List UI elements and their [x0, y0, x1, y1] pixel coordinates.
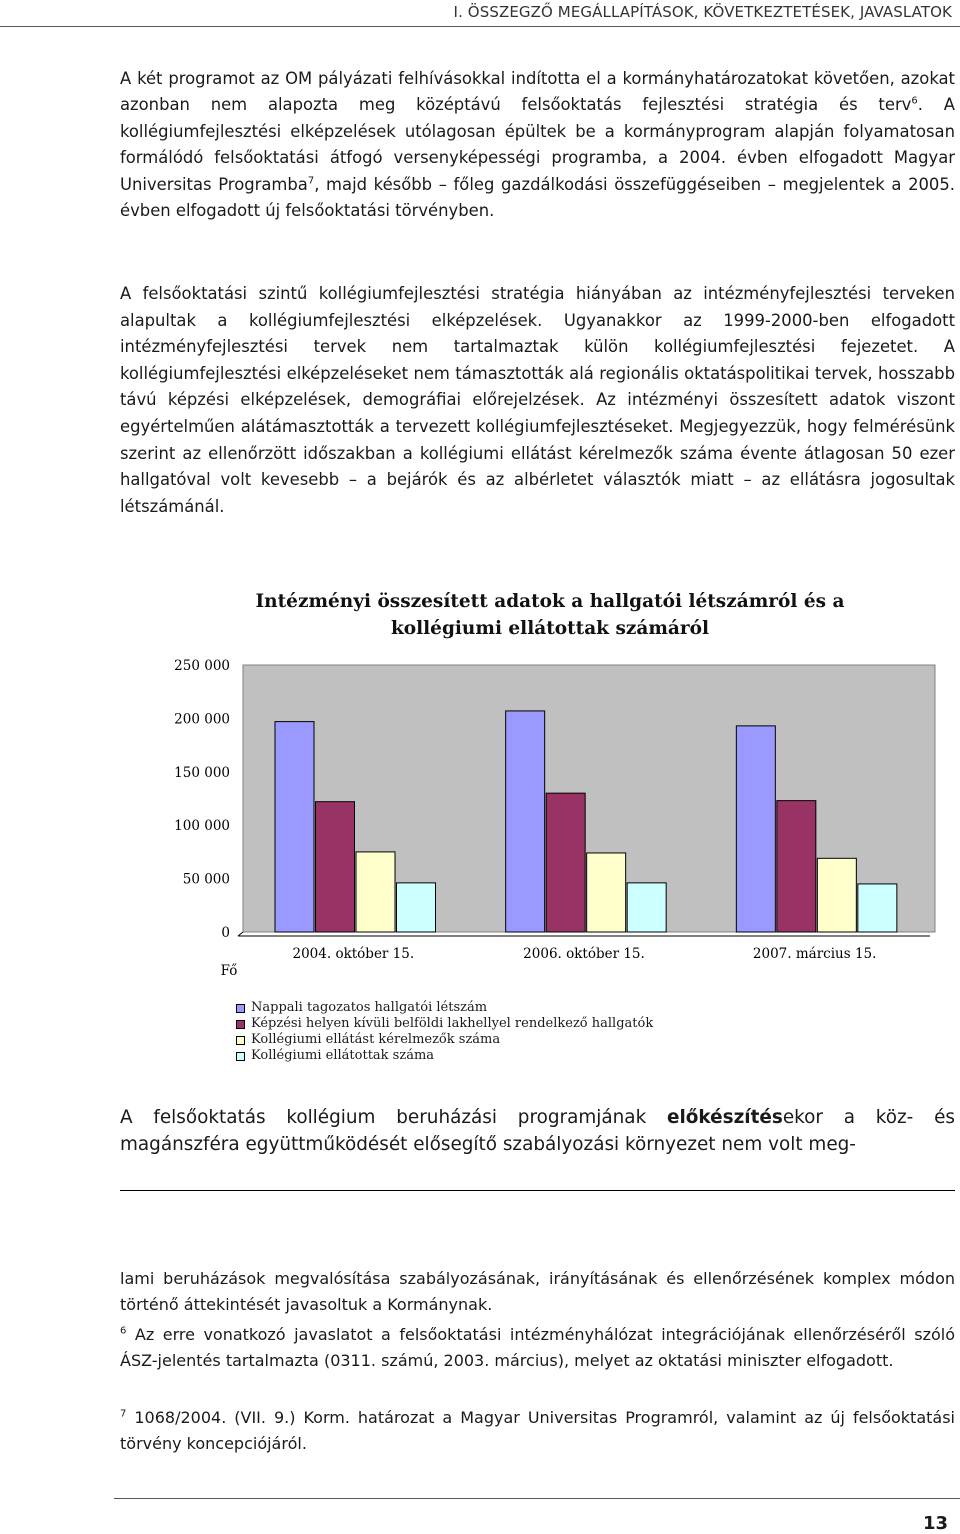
bar: [736, 726, 775, 932]
bar: [316, 802, 355, 932]
legend-label: Képzési helyen kívüli belföldi lakhellyel rendelkező hallgatók: [251, 1016, 654, 1031]
legend-label: Kollégiumi ellátást kérelmezők száma: [251, 1032, 501, 1047]
chart-legend: [236, 1000, 653, 1064]
paragraph-4: lami beruházások megvalósítása szabályozásának, irányításának és ellenőrzésének komplex módon történő áttekintését javasoltuk a Kormánynak.: [120, 1269, 955, 1314]
legend-label: Nappali tagozatos hallgatói létszám: [251, 1000, 488, 1015]
axis-corner: [238, 932, 243, 936]
footnote-6: [120, 1322, 955, 1373]
chart-title: Intézményi összesített adatok a hallgatói létszámról és a kollégiumi ellátottak számáról: [255, 591, 845, 639]
footnote-7: [120, 1405, 955, 1456]
bar: [397, 883, 436, 932]
x-tick-label: 2007. március 15.: [752, 946, 877, 962]
bar: [627, 883, 666, 932]
paragraph-3-bold: előkészítés: [667, 1107, 783, 1128]
footnote-ref-7[interactable]: 7: [307, 175, 315, 187]
paragraph-3-part-a: A felsőoktatás kollégium beruházási programjának: [120, 1107, 668, 1128]
footer-rule: [114, 1498, 960, 1499]
header-rule: [0, 26, 960, 27]
paragraph-3-part-b: ekor a köz- és magánszféra együttműködését elősegítő szabályozási környezet nem volt meg-: [120, 1107, 955, 1155]
footnote-ref-6[interactable]: 6: [911, 95, 918, 107]
legend-item: [236, 1032, 653, 1048]
bar: [858, 884, 897, 932]
legend-swatch: [236, 1020, 245, 1029]
footnote-mark: 6: [120, 1325, 127, 1337]
legend-item: [236, 1016, 653, 1032]
page-number: 13: [922, 1513, 948, 1534]
page-break-rule: [120, 1190, 955, 1191]
x-tick-label: 2006. október 15.: [523, 946, 645, 962]
y-tick-label: 200 000: [174, 711, 230, 728]
bar: [506, 711, 545, 932]
y-tick-label: 250 000: [174, 658, 230, 674]
footnote-mark: 7: [120, 1408, 127, 1420]
legend-swatch: [236, 1036, 245, 1045]
legend-item: [236, 1048, 653, 1064]
bar: [817, 858, 856, 932]
bar-chart: [0, 580, 960, 990]
footnote-text: 1068/2004. (VII. 9.) Korm. határozat a Magyar Universitas Programról, valamint az új felsőoktatási törvény koncepciójáról.: [120, 1408, 955, 1453]
footnote-text: Az erre vonatkozó javaslatot a felsőoktatási intézményhálózat integrációjának ellenőrzéséről szóló ÁSZ-jelentés tartalmazta (0311. számú, 2003. március), melyet az oktatási miniszter elfogadott.: [120, 1325, 956, 1370]
y-axis-label: Fő: [220, 963, 238, 979]
legend-swatch: [236, 1052, 245, 1061]
paragraph-2: A felsőoktatási szintű kollégiumfejlesztési stratégia hiányában az intézményfejlesztési terveken alapultak a kollégiumfejlesztési elképzelések. Ugyanakkor az 1999-2000-ben elfogadott intézményfejlesztési tervek nem tartalmaztak külön kollégiumfejlesztési fejezetet. A kollégiumfejlesztési elképzeléseket nem támasztották alá regionális oktatáspolitikai tervek, hosszabb távú képzési elképzelések, demográfiai előrejelzések. Az intézményi összesített adatok viszont egyértelműen alátámasztották a tervezett kollégiumfejlesztéseket. Megjegyezzük, hogy felmérésünk szerint az ellenőrzött időszakban a kollégiumi ellátást kérelmezők száma évente átlagosan 50 ezer hallgatóval volt kevesebb – a bejárók és az albérletet választók miatt – az ellátásra jogosultak létszámánál.: [120, 284, 955, 516]
paragraph-1: [120, 66, 955, 224]
paragraph-1-part-c: , majd később – főleg gazdálkodási összefüggéseiben – megjelentek a 2005. évben elfogadott új felsőoktatási törvényben.: [120, 174, 955, 221]
bar: [546, 793, 585, 932]
legend-label: Kollégiumi ellátottak száma: [251, 1048, 435, 1063]
bar: [777, 801, 816, 932]
y-tick-label: 150 000: [174, 764, 230, 781]
running-header: I. ÖSSZEGZŐ MEGÁLLAPÍTÁSOK, KÖVETKEZTETÉSEK, JAVASLATOK: [453, 3, 952, 21]
y-tick-label: 100 000: [174, 818, 230, 835]
paragraph-1-part-b: . A kollégiumfejlesztési elképzelések utólagosan épültek be a kormányprogram alapján folyamatosan formálódó felsőoktatási átfogó versenyképességi programba, a 2004. évben elfogadott Magyar Universitas Programba: [120, 95, 955, 194]
y-tick-label: 50 000: [182, 871, 230, 888]
x-tick-label: 2004. október 15.: [292, 946, 415, 962]
paragraph-1-part-a: A két programot az OM pályázati felhívásokkal indította el a kormányhatározatokat követően, azokat azonban nem alapozta meg középtávú felsőoktatás fejlesztési stratégia és terv: [120, 69, 955, 115]
bar: [587, 853, 626, 932]
legend-item: [236, 1000, 653, 1016]
bar: [356, 852, 395, 932]
y-tick-label: 0: [221, 925, 230, 941]
paragraph-3: [120, 1104, 955, 1158]
legend-swatch: [236, 1004, 245, 1013]
bar: [275, 722, 314, 932]
